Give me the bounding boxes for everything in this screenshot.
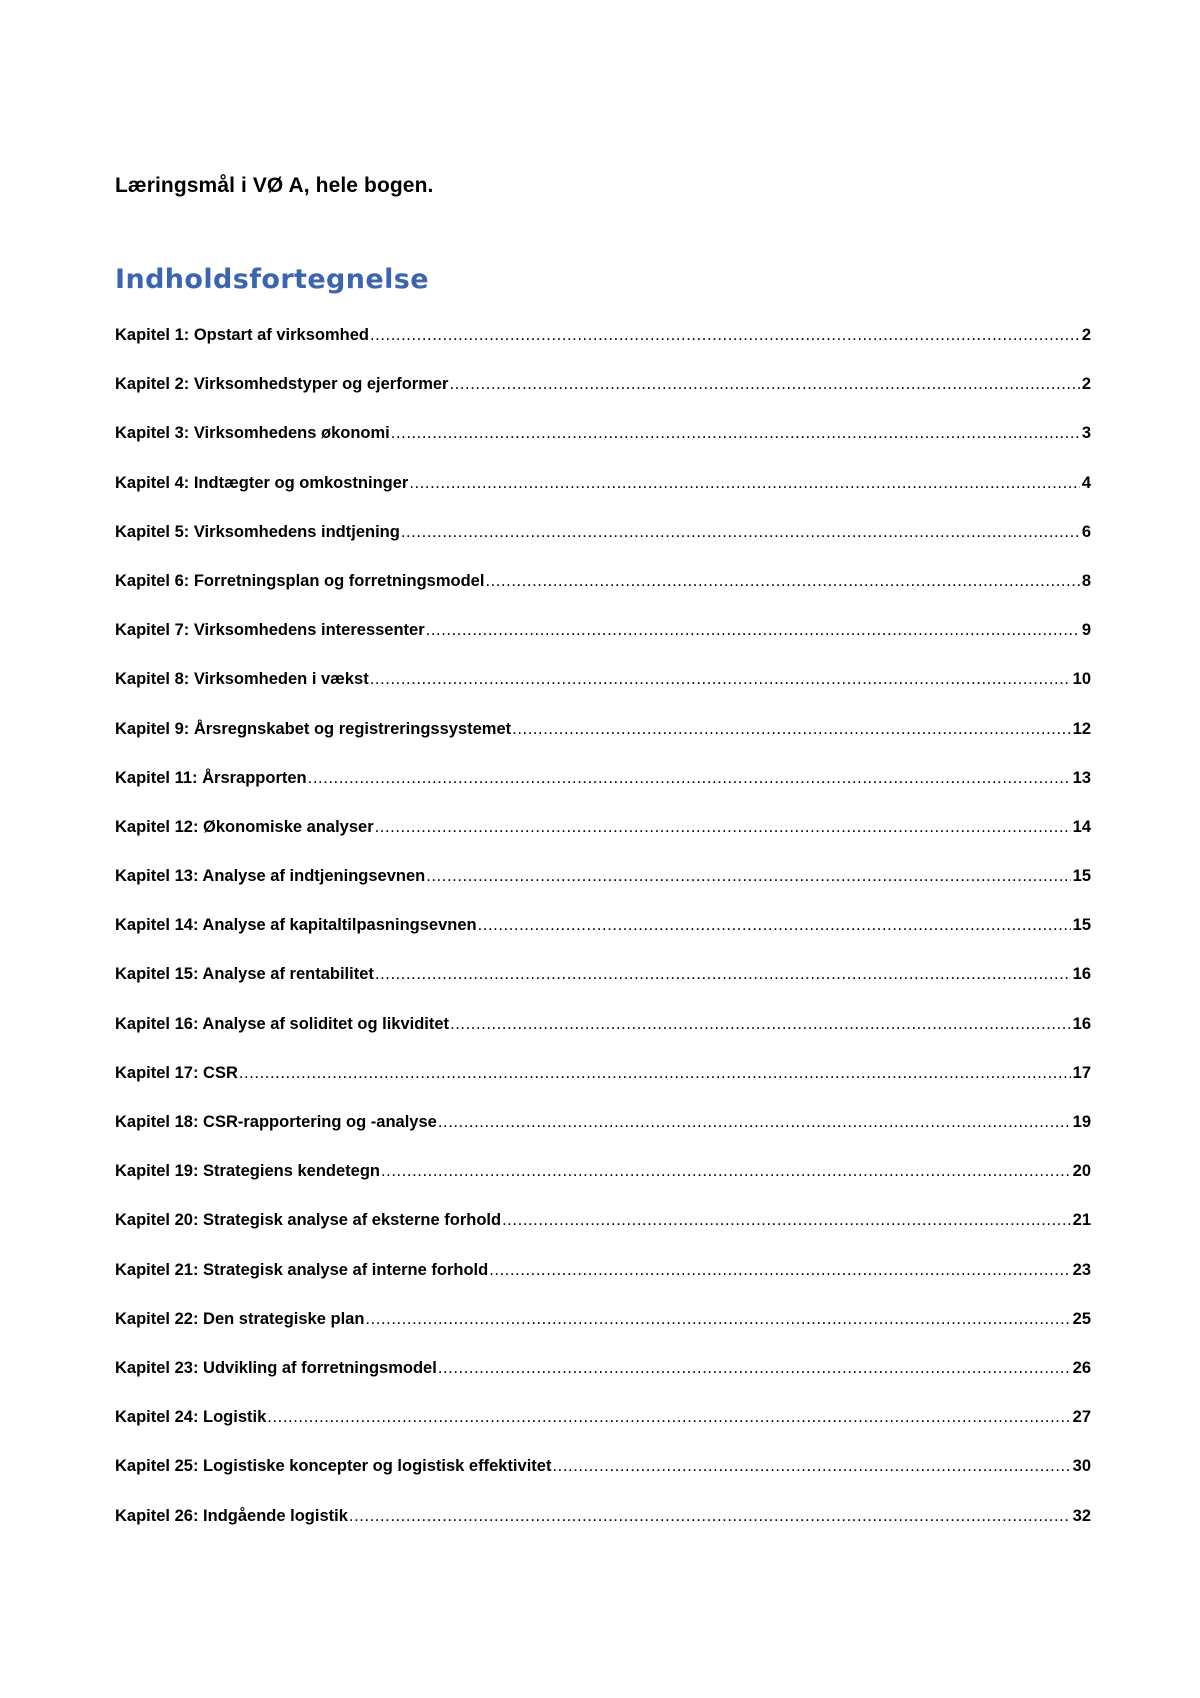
toc-entry-page-number[interactable]: 21 bbox=[1072, 1211, 1091, 1230]
toc-heading: Indholdsfortegnelse bbox=[115, 264, 429, 295]
toc-dot-leader bbox=[308, 769, 1071, 788]
toc-entry[interactable] bbox=[115, 375, 1091, 424]
toc-entry-page-number[interactable]: 14 bbox=[1072, 817, 1091, 836]
toc-entry[interactable] bbox=[115, 572, 1091, 621]
toc-dot-leader bbox=[239, 1064, 1071, 1083]
toc-entry-label[interactable]: Kapitel 14: Analyse af kapitaltilpasningsevnen bbox=[115, 916, 477, 935]
toc-entry-label[interactable]: Kapitel 7: Virksomhedens interessenter bbox=[115, 621, 425, 640]
toc-entry-label[interactable]: Kapitel 26: Indgående logistik bbox=[115, 1506, 348, 1525]
toc-entry-page-number[interactable]: 27 bbox=[1072, 1408, 1091, 1427]
toc-dot-leader bbox=[426, 621, 1080, 640]
toc-entry-label[interactable]: Kapitel 9: Årsregnskabet og registreringssystemet bbox=[115, 719, 512, 738]
toc-dot-leader bbox=[391, 424, 1080, 443]
toc-entry[interactable] bbox=[115, 1457, 1091, 1506]
toc-entry-label[interactable]: Kapitel 19: Strategiens kendetegn bbox=[115, 1162, 380, 1181]
toc-entry-page-number[interactable]: 2 bbox=[1081, 326, 1091, 344]
toc-entry-page-number[interactable]: 26 bbox=[1072, 1358, 1091, 1377]
toc-entry[interactable] bbox=[115, 474, 1091, 523]
toc-entry-label[interactable]: Kapitel 17: CSR bbox=[115, 1063, 238, 1082]
toc-entry-page-number[interactable]: 23 bbox=[1072, 1260, 1091, 1279]
toc-entry[interactable] bbox=[115, 867, 1091, 916]
toc-entry-page-number[interactable]: 10 bbox=[1072, 670, 1091, 689]
toc-dot-leader bbox=[489, 1261, 1070, 1280]
toc-entry-label[interactable]: Kapitel 16: Analyse af soliditet og likviditet bbox=[115, 1014, 450, 1033]
toc-entry[interactable] bbox=[115, 916, 1091, 965]
toc-dot-leader bbox=[370, 670, 1071, 689]
toc-entry-page-number[interactable]: 12 bbox=[1072, 719, 1091, 738]
toc-entry-page-number[interactable]: 19 bbox=[1072, 1113, 1091, 1131]
toc-dot-leader bbox=[449, 375, 1079, 394]
toc-entry[interactable] bbox=[115, 326, 1091, 375]
toc-entry-label[interactable]: Kapitel 1: Opstart af virksomhed bbox=[115, 326, 369, 344]
toc-entry-page-number[interactable]: 30 bbox=[1072, 1457, 1091, 1476]
toc-dot-leader bbox=[267, 1408, 1070, 1427]
toc-dot-leader bbox=[552, 1457, 1070, 1476]
toc-entry[interactable] bbox=[115, 720, 1091, 769]
toc-entry[interactable] bbox=[115, 1064, 1091, 1113]
toc-entry[interactable] bbox=[115, 1162, 1091, 1211]
toc-entry-label[interactable]: Kapitel 3: Virksomhedens økonomi bbox=[115, 424, 390, 443]
toc-entry-label[interactable]: Kapitel 5: Virksomhedens indtjening bbox=[115, 522, 400, 541]
toc-entry[interactable] bbox=[115, 1113, 1091, 1162]
toc-entry-label[interactable]: Kapitel 21: Strategisk analyse af interne forhold bbox=[115, 1260, 489, 1279]
toc-entry[interactable] bbox=[115, 769, 1091, 818]
toc-entry-label[interactable]: Kapitel 12: Økonomiske analyser bbox=[115, 817, 374, 836]
toc-entry[interactable] bbox=[115, 818, 1091, 867]
toc-dot-leader bbox=[375, 818, 1071, 837]
toc-entry[interactable] bbox=[115, 1310, 1091, 1359]
toc-entry-page-number[interactable]: 6 bbox=[1081, 522, 1091, 541]
toc-entry-label[interactable]: Kapitel 20: Strategisk analyse af eksterne forhold bbox=[115, 1211, 502, 1230]
toc-entry-label[interactable]: Kapitel 6: Forretningsplan og forretningsmodel bbox=[115, 571, 485, 590]
toc-dot-leader bbox=[349, 1507, 1071, 1526]
toc-entry-label[interactable]: Kapitel 22: Den strategiske plan bbox=[115, 1309, 365, 1328]
toc-entry[interactable] bbox=[115, 965, 1091, 1014]
toc-entry[interactable] bbox=[115, 1015, 1091, 1064]
toc-dot-leader bbox=[512, 720, 1071, 739]
toc-entry[interactable] bbox=[115, 621, 1091, 670]
toc-entry[interactable] bbox=[115, 1408, 1091, 1457]
toc-entry-label[interactable]: Kapitel 13: Analyse af indtjeningsevnen bbox=[115, 867, 426, 886]
toc-entry-page-number[interactable]: 8 bbox=[1081, 571, 1091, 590]
toc-dot-leader bbox=[485, 572, 1079, 591]
toc-dot-leader bbox=[401, 523, 1080, 542]
toc-entry-label[interactable]: Kapitel 15: Analyse af rentabilitet bbox=[115, 965, 374, 984]
toc-dot-leader bbox=[438, 1113, 1071, 1132]
toc-entry-page-number[interactable]: 17 bbox=[1072, 1063, 1091, 1082]
toc-entry-page-number[interactable]: 32 bbox=[1072, 1506, 1091, 1525]
toc-entry[interactable] bbox=[115, 670, 1091, 719]
toc-entry[interactable] bbox=[115, 1211, 1091, 1260]
toc-entry-page-number[interactable]: 15 bbox=[1072, 867, 1091, 886]
toc-entry-page-number[interactable]: 15 bbox=[1072, 916, 1091, 935]
toc-entry-label[interactable]: Kapitel 4: Indtægter og omkostninger bbox=[115, 473, 409, 492]
toc-entry[interactable] bbox=[115, 1507, 1091, 1556]
toc-entry-page-number[interactable]: 16 bbox=[1072, 1014, 1091, 1033]
toc-dot-leader bbox=[375, 965, 1071, 984]
toc-entry-label[interactable]: Kapitel 23: Udvikling af forretningsmodel bbox=[115, 1358, 437, 1377]
toc-entry-label[interactable]: Kapitel 11: Årsrapporten bbox=[115, 768, 307, 787]
toc-entry-label[interactable]: Kapitel 24: Logistik bbox=[115, 1408, 267, 1427]
toc-entry-page-number[interactable]: 9 bbox=[1081, 621, 1091, 640]
toc-entry-page-number[interactable]: 25 bbox=[1072, 1309, 1091, 1328]
toc-entry[interactable] bbox=[115, 1261, 1091, 1310]
toc-entry-page-number[interactable]: 3 bbox=[1081, 424, 1091, 443]
toc-entry-page-number[interactable]: 16 bbox=[1072, 965, 1091, 984]
toc-entry-page-number[interactable]: 2 bbox=[1081, 375, 1091, 394]
toc-dot-leader bbox=[450, 1015, 1071, 1034]
toc-entry-label[interactable]: Kapitel 8: Virksomheden i vækst bbox=[115, 670, 369, 689]
toc-entry-label[interactable]: Kapitel 25: Logistiske koncepter og logistisk effektivitet bbox=[115, 1457, 552, 1476]
toc-dot-leader bbox=[365, 1310, 1070, 1329]
toc-dot-leader bbox=[409, 474, 1079, 493]
toc-entry[interactable] bbox=[115, 424, 1091, 473]
toc-entry-page-number[interactable]: 4 bbox=[1081, 473, 1091, 492]
toc-entry-label[interactable]: Kapitel 18: CSR-rapportering og -analyse bbox=[115, 1113, 437, 1131]
toc-dot-leader bbox=[478, 916, 1071, 935]
toc-entry-page-number[interactable]: 20 bbox=[1072, 1162, 1091, 1181]
toc-entry[interactable] bbox=[115, 523, 1091, 572]
document-title: Læringsmål i VØ A, hele bogen. bbox=[115, 174, 434, 197]
toc-dot-leader bbox=[426, 867, 1070, 886]
toc-entry-label[interactable]: Kapitel 2: Virksomhedstyper og ejerformer bbox=[115, 375, 449, 394]
toc-entry-page-number[interactable]: 13 bbox=[1072, 768, 1091, 787]
table-of-contents bbox=[115, 326, 1091, 1556]
toc-dot-leader bbox=[438, 1359, 1071, 1378]
toc-dot-leader bbox=[502, 1211, 1071, 1230]
toc-entry[interactable] bbox=[115, 1359, 1091, 1408]
toc-dot-leader bbox=[370, 326, 1080, 345]
toc-dot-leader bbox=[381, 1162, 1071, 1181]
